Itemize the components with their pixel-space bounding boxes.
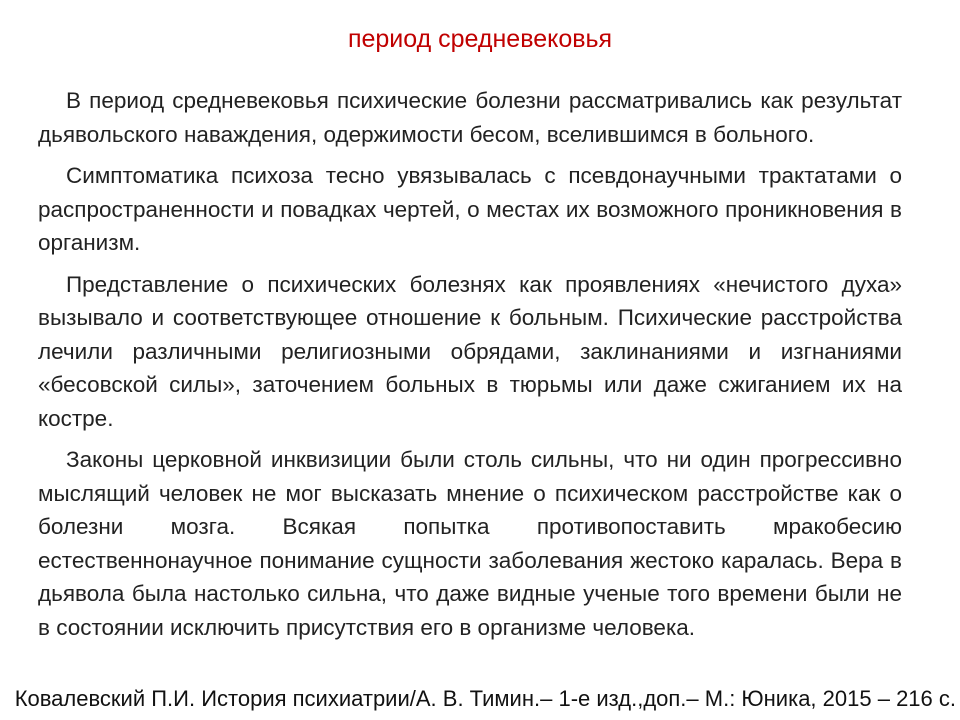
slide-body [38,84,902,652]
slide-title: период средневековья [347,25,613,53]
paragraph-1: В период средневековья психические болезни рассматривались как результат дьявольского наваждения, одержимости бесом, вселившимся в больного. [38,88,902,147]
paragraph-2: Симптоматика психоза тесно увязывалась с псевдонаучными трактатами о распространенности и повадках чертей, о местах их возможного проникновения в организм. [38,163,902,255]
paragraph-3: Представление о психических болезнях как проявлениях «нечистого духа» вызывало и соответствующее отношение к больным. Психические расстройства лечили различными религиозными обрядами, заклинаниями и изгнаниями «бесовской силы», заточением больных в тюрьмы или даже сжиганием их на костре. [38,271,902,431]
paragraph-4: Законы церковной инквизиции были столь сильны, что ни один прогрессивно мыслящий человек не мог высказать мнение о психическом расстройстве как о болезни мозга. Всякая попытка противопоставить мракобесию естественнонаучное понимание сущности заболевания жестоко каралась. Вера в дьявола была настолько сильна, что даже видные ученые того времени были не в состоянии исключить присутствия его в организме человека. [38,447,902,640]
citation: Ковалевский П.И. История психиатрии/А. В. Тимин.– 1-е изд.,доп.– М.: Юника, 2015 – 216 с. [14,686,956,711]
